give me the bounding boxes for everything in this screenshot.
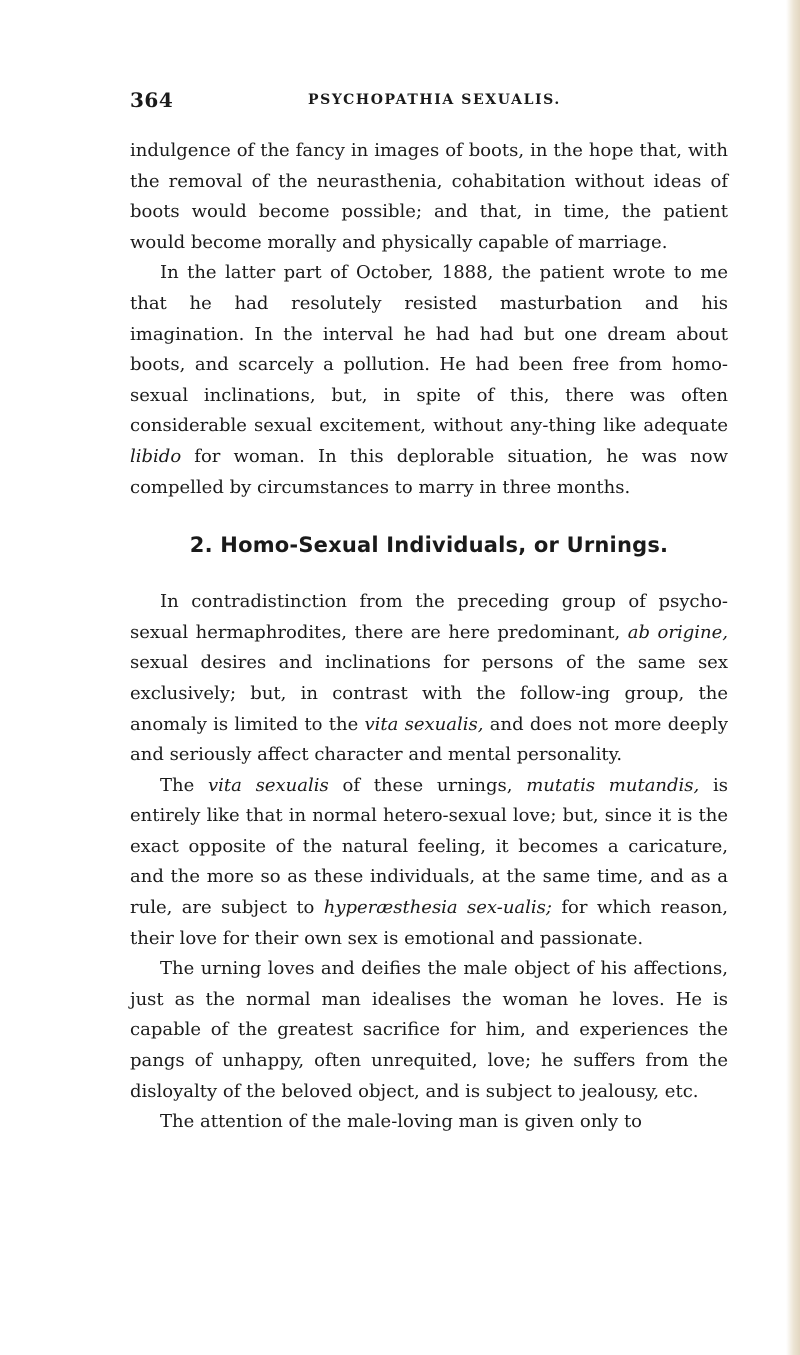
page-header xyxy=(130,88,728,116)
paragraph-text: The urning loves and deifies the male object of his affections, just as the normal man idealises the woman he loves. He is capable of the greatest sacrifice for him, and experiences the pangs of unhappy, often unrequited, love; he suffers from the disloyalty of the beloved object, and is subject to jealousy, etc. xyxy=(130,958,728,1102)
italic-term: hyperæsthesia sex-ualis; xyxy=(323,897,552,919)
italic-term: libido xyxy=(130,445,182,467)
paragraph-text: of these urnings, xyxy=(328,774,527,796)
italic-term: vita sexualis xyxy=(208,774,329,796)
paragraph-vita-sexualis xyxy=(130,771,728,955)
section-heading: 2. Homo-Sexual Individuals, or Urnings. xyxy=(189,533,669,558)
page-edge-shadow xyxy=(786,0,800,1355)
paragraph-text: and does not more deeply and seriously affect character and mental personality. xyxy=(130,713,728,766)
paragraph-text: is entirely like that in normal hetero-sexual love; but, since it is the exact opposite of the natural feeling, it becomes a caricature, and the more so as these individuals, at the same time, and as a rule, are subject to xyxy=(130,774,728,919)
paragraph-text: In contradistinction from the preceding group of psycho-sexual hermaphrodites, there are here predominant, xyxy=(130,591,728,643)
paragraph-attention xyxy=(130,1107,728,1138)
paragraph-text: for which reason, their love for their own sex is emotional and passionate. xyxy=(130,897,728,949)
paragraph-contradistinction xyxy=(130,587,728,771)
paragraph-text: sexual desires and inclinations for persons of the same sex exclusively; but, in contrast with the follow-ing group, the anomaly is limited to the xyxy=(130,652,728,735)
paragraph-urning-loves xyxy=(130,954,728,1107)
paragraph-text: indulgence of the fancy in images of boots, in the hope that, with the removal of the neurasthenia, cohabitation without ideas of boots would become possible; and that, in time, the patient would become morally and physically capable of marriage. xyxy=(130,140,728,253)
paragraph-text: In the latter part of October, 1888, the patient wrote to me that he had resolutely resisted masturbation and his imagination. In the interval he had had but one dream about boots, and scarcely a pollution. He had been free from homo-sexual inclinations, but, in spite of this, there was often considerable sexual excitement, without any-thing like adequate xyxy=(130,262,728,437)
paragraph-continuation xyxy=(130,136,728,258)
italic-term: mutatis mutandis, xyxy=(526,774,700,796)
paragraph-october-1888 xyxy=(130,258,728,503)
paragraph-text: The xyxy=(160,774,208,796)
paragraph-text: The attention of the male-loving man is given only to xyxy=(160,1111,643,1133)
running-head: PSYCHOPATHIA SEXUALIS. xyxy=(308,92,561,108)
paragraph-text: for woman. In this deplorable situation, he was now compelled by circumstances to marry in three months. xyxy=(130,445,728,498)
italic-term: ab origine, xyxy=(627,621,729,643)
body-text xyxy=(130,136,728,1138)
italic-term: vita sexualis, xyxy=(364,713,484,735)
page-number: 364 xyxy=(130,88,174,112)
